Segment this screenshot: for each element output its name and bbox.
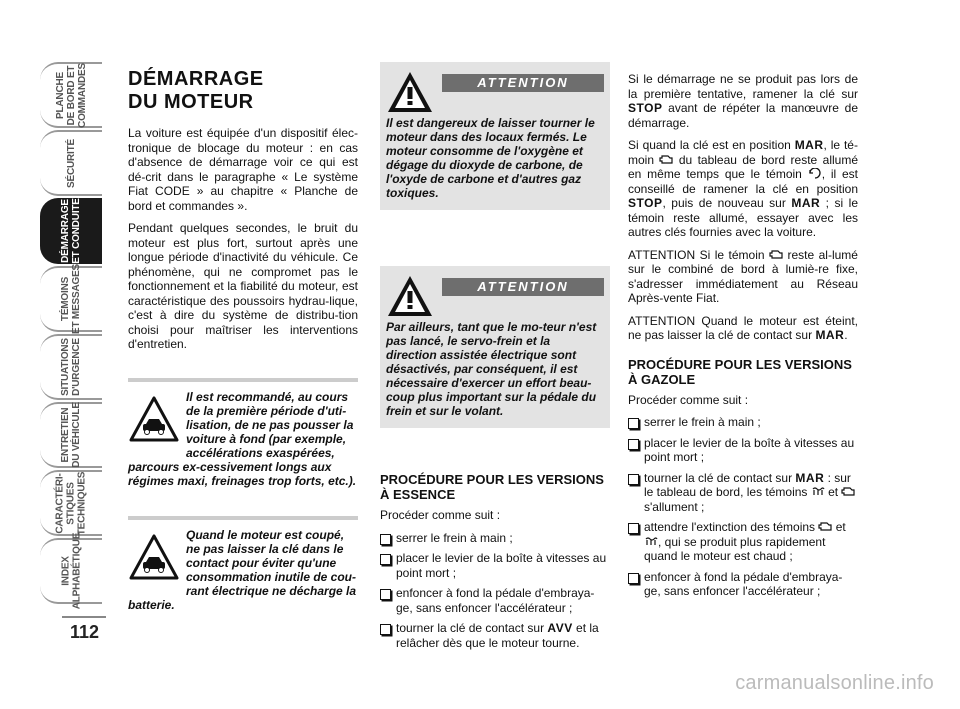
retry-paragraph: [628, 72, 858, 130]
tab-label: PLANCHE DE BORD ET COMMANDES: [54, 62, 88, 128]
key-position: MAR: [791, 196, 821, 210]
warning-triangle-icon: [386, 274, 434, 318]
step-text: , qui se produit plus rapidement quand le moteur est chaud ;: [644, 534, 826, 563]
tab-label: SITUATIONS D'URGENCE: [59, 338, 82, 396]
key-position: STOP: [628, 196, 663, 210]
list-item: serrer le frein à main ;: [380, 531, 610, 546]
list-item: placer le levier de la boîte à vitesses au point mort ;: [380, 551, 610, 580]
text-run: .: [844, 328, 848, 342]
running-in-note: [128, 378, 358, 488]
attention-key-paragraph: [628, 314, 858, 343]
key-position: STOP: [628, 101, 663, 115]
warning-triangle-icon: [386, 70, 434, 114]
column-2: [380, 62, 610, 656]
page-title: [128, 68, 358, 114]
list-item: enfoncer à fond la pédale d'embraya-ge, sans enfoncer l'accélérateur ;: [628, 570, 858, 599]
text-run: avant de répéter la manœuvre de démarrage.: [628, 101, 858, 130]
essence-intro: Procéder comme suit :: [380, 508, 501, 522]
text-run: ATTENTION Quand le moteur est éteint, ne pas laisser la clé de contact sur: [628, 313, 858, 342]
key-position: MAR: [795, 470, 825, 485]
list-item: [628, 471, 858, 515]
column-1: [128, 68, 358, 612]
step-text: s'allument ;: [644, 499, 705, 514]
engine-fault-icon: [841, 486, 855, 497]
list-item: [380, 621, 610, 650]
running-in-note-text: Il est recommandé, au cours de la première période d'uti-lisation, de ne pas pousser la voiture à fond (par exemple, accélérations exaspérées, parcours ex-cessivement longs aux régimes maxi, freinages trop forts, etc.).: [128, 389, 357, 488]
engine-fault-icon: [818, 521, 832, 532]
tab-label: CARACTÉRI- STIQUES TECHNIQUES: [54, 471, 88, 535]
gazole-intro: Procéder comme suit :: [628, 392, 749, 407]
step-text: et: [832, 520, 846, 534]
tab-demarrage-conduite[interactable]: [40, 198, 102, 264]
section-title-essence: PROCÉDURE POUR LES VERSIONS À ESSENCE: [380, 472, 604, 502]
step-text: et: [824, 485, 842, 499]
step-text: attendre l'extinction des témoins: [644, 520, 819, 534]
key-position: MAR: [815, 328, 845, 342]
step-text: tourner la clé de contact sur: [396, 621, 548, 635]
car-warning-icon: [128, 532, 180, 584]
attention-box-gases: [380, 62, 610, 210]
text-run: reste al-lumé sur le combiné de bord à lumiè-re fixe, s'adresser immédiatement au Réseau Après-vente Fiat.: [628, 247, 858, 305]
text-run: ; si le témoin reste allumé, essayer avec les autres clés fournies avec la voiture.: [628, 196, 859, 239]
engine-noise-paragraph: Pendant quelques secondes, le bruit du moteur est plus fort, surtout après une longue période d'inactivité du véhicule. Ce phénomène, qui ne compromet pas le fonctionnement et la fiabilité du moteur, est caractéristique des poussoirs hydrau-lique, c'est à dire du système de distribu-tion choisi pour maîtriser les interventions d'entretien.: [128, 221, 358, 351]
tab-planche-de-bord[interactable]: [40, 62, 102, 128]
tab-situations-urgence[interactable]: [40, 334, 102, 400]
key-position: AVV: [547, 621, 573, 635]
warning-light-paragraph: [628, 138, 858, 240]
page-number-rule: [62, 616, 106, 618]
attention-text-gases: Il est dangereux de laisser tourner le moteur dans des locaux fermés. Le moteur consomme de l'oxygène et dégage du dioxyde de carbone, de l'oxyde de carbone et d'autres gaz toxiques.: [386, 116, 595, 200]
tab-index-alphabetique[interactable]: [40, 532, 102, 610]
title-line-1: DÉMARRAGE: [128, 68, 264, 90]
attention-text-servo: Par ailleurs, tant que le mo-teur n'est pas lancé, le servo-frein et la direction assistée électrique sont désactivés, par conséquent, il est nécessaire d'exercer un effort beau-coup plus important sur la pédale du frein et sur le volant.: [386, 320, 597, 418]
title-line-2: DU MOTEUR: [128, 91, 254, 113]
key-battery-note-text: Quand le moteur est coupé, ne pas laisser la clé dans le contact pour éviter qu'une consommation inutile de cou-rant électrique ne décharge la batterie.: [128, 527, 357, 612]
key-battery-note: [128, 516, 358, 612]
text-run: Si le démarrage ne se produit pas lors de la première tentative, ramener la clé sur: [628, 72, 858, 101]
attention-fixed-light-paragraph: [628, 248, 858, 306]
list-item: [628, 520, 858, 564]
immobilizer-icon: [808, 168, 822, 179]
tab-securite[interactable]: [40, 130, 102, 196]
list-item: serrer le frein à main ;: [628, 415, 858, 430]
text-run: ATTENTION Si le témoin: [628, 247, 770, 262]
essence-steps: [380, 531, 610, 651]
step-text: : sur le tableau de bord, les témoins: [644, 470, 851, 499]
intro-paragraph: La voiture est équipée d'un dispositif élec-tronique de blocage du moteur : en cas d'absence de démarrage voir ce qui est dé-crit dans le paragraphe « Le système Fiat CODE » au chapitre « Planche de bord et commandes ».: [128, 126, 358, 213]
tab-label: DÉMARRAGE ET CONDUITE: [60, 198, 82, 264]
list-item: enfoncer à fond la pédale d'embraya-ge, sans enfoncer l'accélérateur ;: [380, 586, 610, 615]
text-run: Si quand la clé est en position: [628, 138, 795, 152]
text-run: , il est conseillé de ramener la clé en position: [628, 167, 859, 196]
step-text: tourner la clé de contact sur: [644, 470, 796, 485]
page-number: 112: [70, 622, 100, 642]
step-text: et la relâcher dès que le moteur tourne.: [396, 621, 599, 650]
attention-box-servo: [380, 266, 610, 428]
tab-label: SÉCURITÉ: [65, 138, 77, 188]
text-run: , le té-moin: [628, 138, 858, 167]
section-title-gazole: PROCÉDURE POUR LES VERSIONS À GAZOLE: [628, 356, 852, 387]
tab-temoins-messages[interactable]: [40, 263, 102, 335]
tab-label: TÉMOINS ET MESSAGES: [60, 263, 83, 335]
column-3: [628, 72, 858, 605]
gazole-steps: [628, 415, 858, 599]
watermark: carmanualsonline.info: [735, 672, 934, 694]
tab-label: ENTRETIEN DU VÉHICULE: [60, 402, 82, 468]
car-warning-icon: [128, 394, 180, 446]
list-item: placer le levier de la boîte à vitesses au point mort ;: [628, 436, 858, 465]
attention-banner: ATTENTION: [442, 74, 604, 92]
text-run: , puis de nouveau sur: [662, 196, 792, 210]
glow-plug-icon: [811, 486, 825, 497]
engine-fault-icon: [659, 154, 673, 165]
attention-banner: ATTENTION: [442, 278, 604, 296]
tab-caracteristiques-techniques[interactable]: [40, 470, 102, 536]
key-position: MAR: [794, 138, 824, 152]
glow-plug-icon: [644, 536, 658, 547]
engine-fault-icon: [769, 249, 783, 260]
tab-entretien-vehicule[interactable]: [40, 402, 102, 468]
text-run: du tableau de bord reste allumé en même temps que le témoin: [628, 152, 858, 181]
tab-label: INDEX ALPHABÉTIQUE: [60, 532, 82, 610]
